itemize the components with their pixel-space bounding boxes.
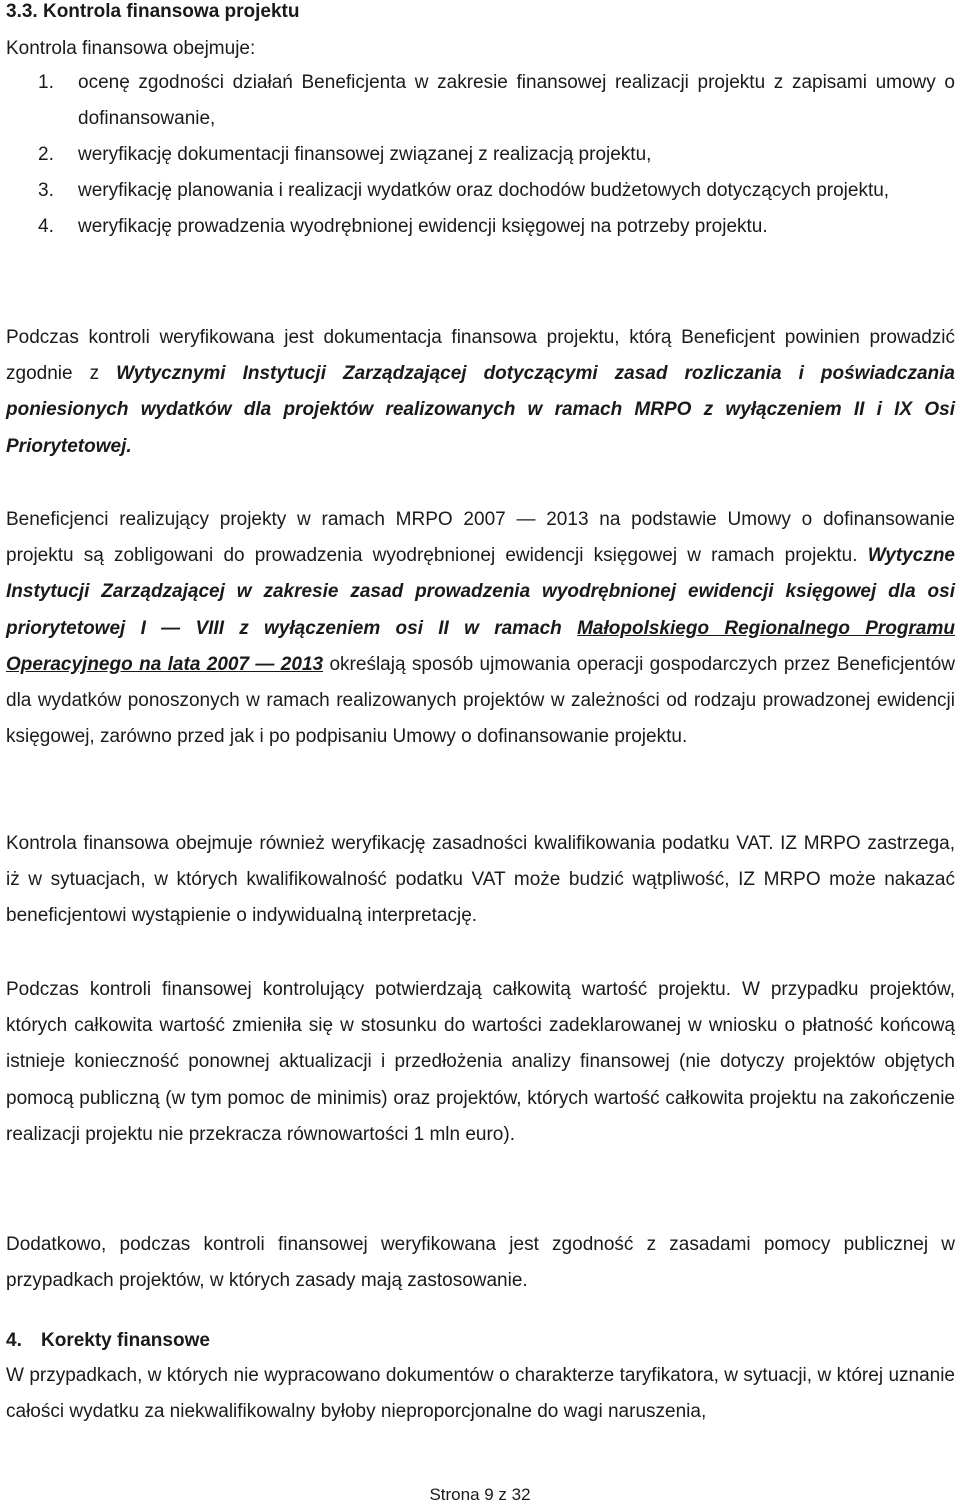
list-number: 3. <box>38 180 54 201</box>
guidelines-title: Wytycznymi Instytucji Zarządzającej dotyczącymi zasad rozliczania i poświadczania poniesionych wydatków dla projektów realizowanych w ramach MRPO z wyłączeniem II i IX Osi Priorytetowej. <box>6 363 955 457</box>
list-text: weryfikację prowadzenia wyodrębnionej ewidencji księgowej na potrzeby projektu. <box>78 216 768 237</box>
paragraph-total-value: Podczas kontroli finansowej kontrolujący potwierdzają całkowitą wartość projektu. W przypadku projektów, których całkowita wartość zmieniła się w stosunku do wartości zadeklarowanej w wniosku o płatność końcową istnieje konieczność ponownej aktualizacji i przedłożenia analizy finansowej (nie dotyczy projektów objętych pomocą publiczną (w tym pomoc de minimis) oraz projektów, których wartość całkowita projektu na zakończenie realizacji projektu nie przekracza równowartości 1 mln euro). <box>6 979 955 1145</box>
paragraph-accounting <box>6 502 955 755</box>
scope-list <box>6 65 955 245</box>
paragraph-corrections: W przypadkach, w których nie wypracowano dokumentów o charakterze taryfikatora, w sytuacji, w której uznanie całości wydatku za niekwalifikowalny byłoby nieproporcjonalne do wagi naruszenia, <box>6 1365 955 1423</box>
list-text: ocenę zgodności działań Beneficjenta w zakresie finansowej realizacji projektu z zapisami umowy o dofinansowanie, <box>78 72 955 129</box>
list-number: 2. <box>38 144 54 165</box>
section-title: 3.3. Kontrola finansowa projektu <box>6 1 300 22</box>
paragraph-guidelines <box>6 320 955 465</box>
list-number: 1. <box>38 72 54 93</box>
paragraph-vat: Kontrola finansowa obejmuje również weryfikację zasadności kwalifikowania podatku VAT. IZ MRPO zastrzega, iż w sytuacjach, w których kwalifikowalność podatku VAT może budzić wątpliwość, IZ MRPO może nakazać beneficjentowi wystąpienie o indywidualną interpretację. <box>6 833 955 927</box>
accounting-guidelines-title: Wytyczne Instytucji Zarządzającej w zakresie zasad prowadzenia wyodrębnionej ewidencji księgowej dla osi priorytetowej I — VIII z wyłączeniem osi II w ramach <box>6 545 955 639</box>
page-footer: Strona 9 z 32 <box>429 1485 531 1504</box>
list-item <box>6 137 955 173</box>
list-item <box>6 65 955 137</box>
list-number: 4. <box>38 216 54 237</box>
list-text: weryfikację planowania i realizacji wydatków oraz dochodów budżetowych dotyczących projektu, <box>78 180 890 201</box>
programme-name: Małopolskiego Regionalnego Programu Operacyjnego na lata 2007 — 2013 <box>6 617 955 675</box>
paragraph-state-aid: Dodatkowo, podczas kontroli finansowej weryfikowana jest zgodność z zasadami pomocy publicznej w przypadkach projektów, w których zasady mają zastosowanie. <box>6 1234 955 1292</box>
list-text: weryfikację dokumentacji finansowej związanej z realizacją projektu, <box>78 144 652 165</box>
paragraph-text: Podczas kontroli weryfikowana jest dokumentacja finansowa projektu, którą Beneficjent powinien prowadzić zgodnie z <box>6 327 955 385</box>
intro-text: Kontrola finansowa obejmuje: <box>6 38 256 59</box>
paragraph-text: określają sposób ujmowania operacji gospodarczych przez Beneficjentów dla wydatków ponoszonych w ramach realizowanych projektów w zależności od rodzaju prowadzonej ewidencji księgowej, zarówno przed jak i po podpisaniu Umowy o dofinansowanie projektu. <box>6 653 956 748</box>
list-item <box>6 173 955 209</box>
section-title-text: Korekty finansowe <box>41 1330 210 1351</box>
section-number: 4. <box>6 1330 22 1351</box>
section-4-heading <box>6 1328 955 1354</box>
paragraph-text: Beneficjenci realizujący projekty w ramach MRPO 2007 — 2013 na podstawie Umowy o dofinansowanie projektu są zobligowani do prowadzenia wyodrębnionej ewidencji księgowej w ramach projektu. <box>6 509 955 567</box>
list-item <box>6 209 955 245</box>
